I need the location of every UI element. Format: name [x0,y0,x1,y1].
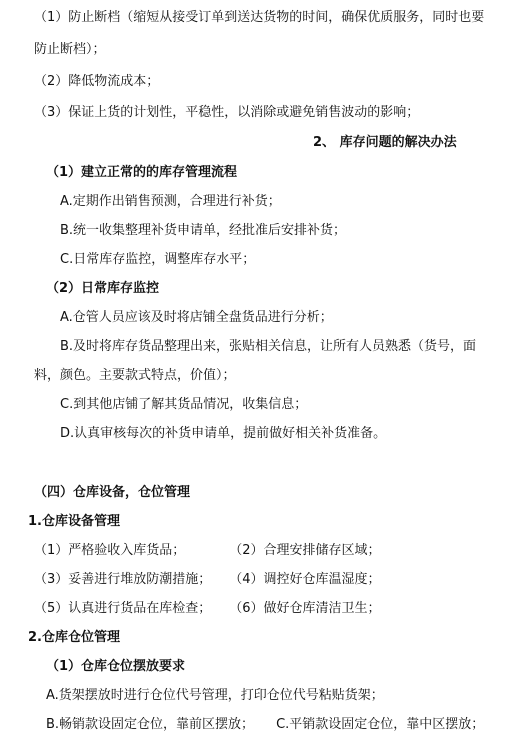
paragraph-line: （1）防止断档（缩短从接受订单到送达货物的时间，确保优质服务，同时也要 [34,10,485,25]
section-heading: 2、 库存问题的解决办法 [313,135,457,150]
paragraph-line: （3）保证上货的计划性，平稳性，以消除或避免销售波动的影响； [34,105,420,120]
list-item: （4）调控好仓库温湿度； [229,572,381,587]
subsection-heading: 2.仓库仓位管理 [28,630,120,645]
subsection-heading: （1）建立正常的的库存管理流程 [46,165,238,180]
list-item: B.及时将库存货品整理出来，张贴相关信息，让所有人员熟悉（货号，面 [60,339,477,354]
list-item: （2）合理安排储存区域； [229,543,381,558]
subsection-heading: 1.仓库设备管理 [28,514,120,529]
list-item-continuation: 料，颜色。主要款式特点，价值）； [34,368,236,383]
list-item: （1）严格验收入库货品； [34,543,186,558]
list-item: （5）认真进行货品在库检查； [34,601,212,616]
list-item: D.认真审核每次的补货申请单，提前做好相关补货准备。 [60,426,387,441]
list-item: B.畅销款设固定仓位，靠前区摆放； [46,717,255,732]
section-heading: （四）仓库设备，仓位管理 [34,485,191,500]
subsection-heading: （1）仓库仓位摆放要求 [46,659,186,674]
list-row [46,715,484,735]
paragraph-line: （2）降低物流成本； [34,74,160,89]
list-item: A.货架摆放时进行仓位代号管理，打印仓位代号粘贴货架； [46,688,384,703]
list-row [34,541,381,561]
list-item: （6）做好仓库清洁卫生； [229,601,381,616]
paragraph-line: 防止断档）； [34,42,106,57]
list-item: A.仓管人员应该及时将店铺全盘货品进行分析； [60,310,333,325]
list-item: （3）妥善进行堆放防潮措施； [34,572,212,587]
list-row [34,570,381,590]
list-item: C.日常库存监控，调整库存水平； [60,252,256,267]
list-item: C.平销款设固定仓位，靠中区摆放； [276,717,485,732]
list-row [34,599,381,619]
subsection-heading: （2）日常库存监控 [46,281,160,296]
list-item: C.到其他店铺了解其货品情况，收集信息； [60,397,308,412]
list-item: B.统一收集整理补货申请单，经批准后安排补货； [60,223,347,238]
list-item: A.定期作出销售预测，合理进行补货； [60,194,281,209]
